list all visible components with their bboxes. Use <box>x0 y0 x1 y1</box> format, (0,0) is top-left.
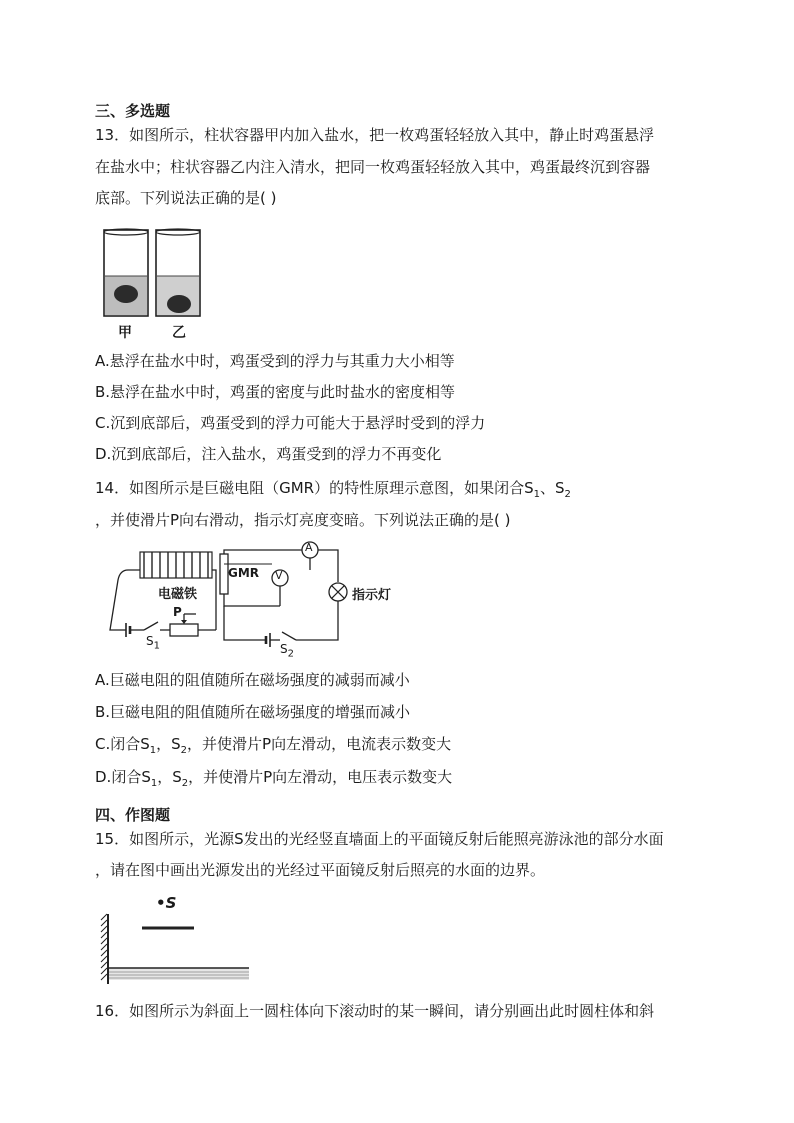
section-heading-4: 四、作图题 <box>95 806 171 824</box>
q14-option-a: A.巨磁电阻的阻值随所在磁场强度的减弱而减小 <box>95 671 410 689</box>
q14-line-2: ，并使滑片P向右滑动，指示灯亮度变暗。下列说法正确的是( ) <box>95 511 511 529</box>
label-s2: $S_2$ <box>280 642 294 660</box>
q14-option-c: C.闭合$S_1$，$S_2$，并使滑片P向左滑动，电流表示数变大 <box>95 735 452 756</box>
q14-figure-circuit <box>100 540 410 660</box>
light-source-s: •S <box>156 894 177 912</box>
electromagnet-coil <box>140 552 212 578</box>
gmr-resistor <box>220 554 228 594</box>
label-ammeter: A <box>305 541 313 554</box>
q14-option-d: D.闭合$S_1$，$S_2$，并使滑片P向左滑动，电压表示数变大 <box>95 768 453 789</box>
q13-option-c: C.沉到底部后，鸡蛋受到的浮力可能大于悬浮时受到的浮力 <box>95 414 486 432</box>
section-heading: 三、多选题 <box>95 102 171 120</box>
q13-line-2: 在盐水中；柱状容器乙内注入清水，把同一枚鸡蛋轻轻放入其中，鸡蛋最终沉到容器 <box>95 158 651 176</box>
label-voltmeter: V <box>275 569 283 582</box>
q15-figure-mirror <box>98 892 258 988</box>
q13-line-3: 底部。下列说法正确的是( ) <box>95 189 277 207</box>
egg-sunk <box>167 295 191 313</box>
q13-option-d: D.沉到底部后，注入盐水，鸡蛋受到的浮力不再变化 <box>95 445 442 463</box>
mirror-pool-diagram <box>98 892 258 988</box>
label-s1: $S_1$ <box>146 634 160 652</box>
label-slider-p: P <box>173 605 182 619</box>
label-electromagnet: 电磁铁 <box>158 587 198 602</box>
label-yi: 乙 <box>172 325 186 341</box>
label-gmr: GMR <box>228 566 260 580</box>
containers-diagram <box>100 224 210 344</box>
q13-line-1: 13．如图所示，柱状容器甲内加入盐水，把一枚鸡蛋轻轻放入其中，静止时鸡蛋悬浮 <box>95 126 655 144</box>
q14-line-1: 14．如图所示是巨磁电阻（GMR）的特性原理示意图，如果闭合$S_1$、$S_2$ <box>95 479 571 500</box>
q15-line-2: ，请在图中画出光源发出的光经过平面镜反射后照亮的水面的边界。 <box>95 861 546 879</box>
q16-line-1: 16．如图所示为斜面上一圆柱体向下滚动时的某一瞬间，请分别画出此时圆柱体和斜 <box>95 1002 655 1020</box>
q13-figure-containers <box>100 224 210 344</box>
q15-line-1: 15．如图所示，光源S发出的光经竖直墙面上的平面镜反射后能照亮游泳池的部分水面 <box>95 830 664 848</box>
label-indicator-lamp: 指示灯 <box>352 588 392 603</box>
label-jia: 甲 <box>118 325 132 341</box>
q14-option-b: B.巨磁电阻的阻值随所在磁场强度的增强而减小 <box>95 703 411 721</box>
q13-option-b: B.悬浮在盐水中时，鸡蛋的密度与此时盐水的密度相等 <box>95 383 456 401</box>
egg-suspended <box>114 285 138 303</box>
q13-option-a: A.悬浮在盐水中时，鸡蛋受到的浮力与其重力大小相等 <box>95 352 455 370</box>
